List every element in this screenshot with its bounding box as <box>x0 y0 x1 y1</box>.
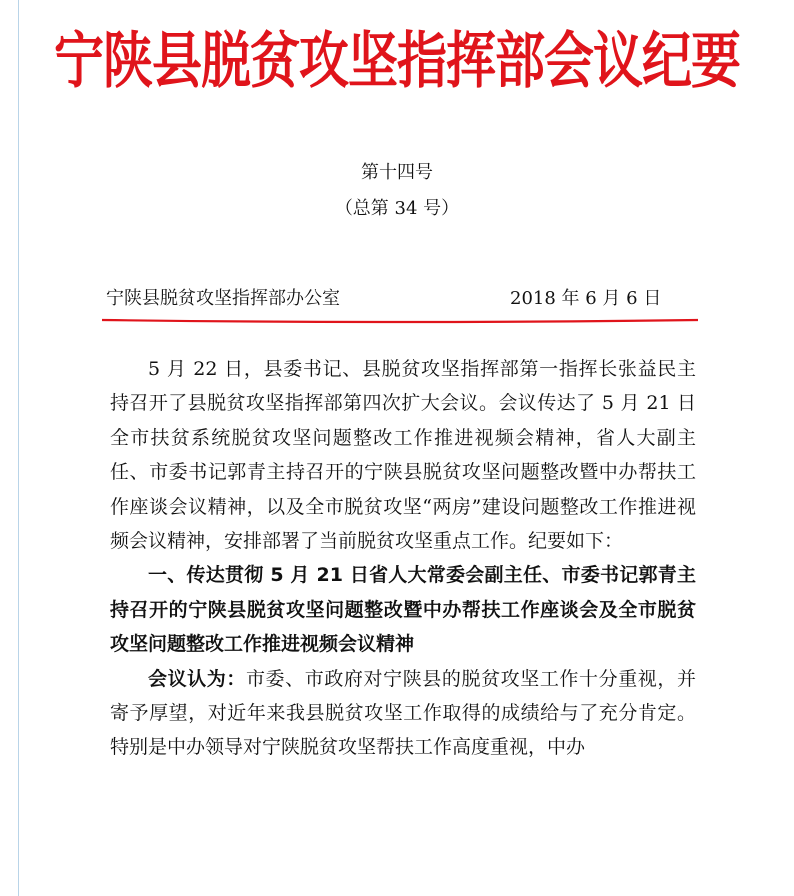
document-body <box>110 352 696 765</box>
issue-total-number: （总第 34 号） <box>334 198 460 219</box>
body-paragraph <box>110 662 696 765</box>
document-title: 宁陕县脱贫攻坚指挥部会议纪要 <box>54 25 740 97</box>
header-red-rule <box>100 316 700 326</box>
issuing-office: 宁陕县脱贫攻坚指挥部办公室 <box>106 288 340 309</box>
body-paragraph: 5 月 22 日，县委书记、县脱贫攻坚指挥部第一指挥长张益民主持召开了县脱贫攻坚指挥部第四次扩大会议。会议传达了 5 月 21 日全市扶贫系统脱贫攻坚问题整改工作推进视频会精神，省人大副主任、市委书记郭青主持召开的宁陕县脱贫攻坚问题整改暨中办帮扶工作座谈会议精神，以及全市脱贫攻坚“两房”建设问题整改工作推进视频会议精神，安排部署了当前脱贫攻坚重点工作。纪要如下： <box>110 358 696 553</box>
paragraph-lead: 会议认为： <box>148 667 246 690</box>
section-heading: 一、传达贯彻 5 月 21 日省人大常委会副主任、市委书记郭青主持召开的宁陕县脱贫攻坚问题整改暨中办帮扶工作座谈会及全市脱贫攻坚问题整改工作推进视频会议精神 <box>110 564 696 656</box>
issue-number: 第十四号 <box>361 162 433 183</box>
paragraph-text: 市委、市政府对宁陕县的脱贫攻坚工作十分重视，并寄予厚望，对近年来我县脱贫攻坚工作取得的成绩给与了充分肯定。特别是中办领导对宁陕脱贫攻坚帮扶工作高度重视，中办 <box>110 667 696 759</box>
issue-date: 2018 年 6 月 6 日 <box>510 288 662 309</box>
